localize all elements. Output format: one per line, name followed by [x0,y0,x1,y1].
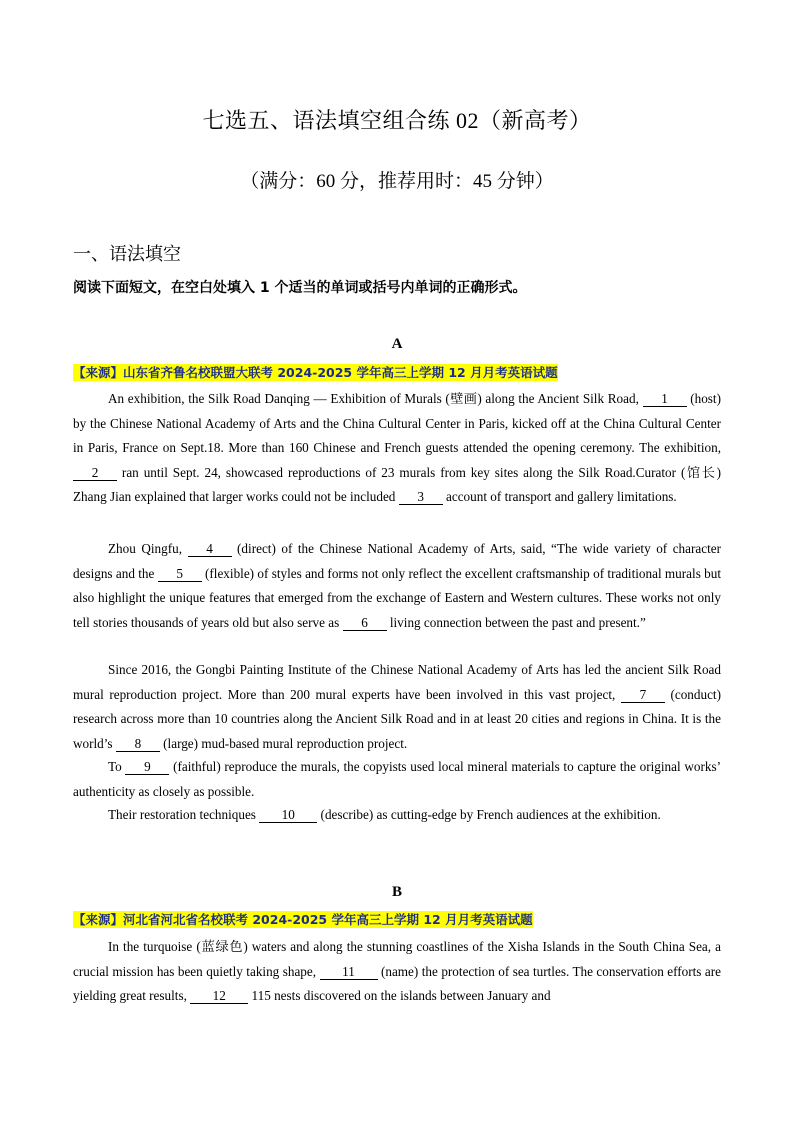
page-title: 七选五、语法填空组合练 02（新高考） [202,108,592,133]
passage-a-paragraph-3: Since 2016, the Gongbi Painting Institute of the Chinese National Academy of Arts has led the ancient Silk Road mural reproduction project. More than 200 mural experts have been involved in this vast project, 7 (conduct) research across more than 10 countries along the Ancient Silk Road and in at least 20 cities and regions in China. It is the world’s 8 (large) mud-based mural reproduction project. [73,662,721,751]
passage-a-letter: A [391,336,403,352]
blank-1[interactable]: 1 [643,391,687,407]
blank-3[interactable]: 3 [399,489,443,505]
blank-6[interactable]: 6 [343,615,387,631]
blank-11[interactable]: 11 [320,964,378,980]
blank-9[interactable]: 9 [125,759,169,775]
passage-b-letter: B [391,884,402,900]
blank-12[interactable]: 12 [190,988,248,1004]
blank-2[interactable]: 2 [73,465,117,481]
blank-8[interactable]: 8 [116,736,160,752]
passage-b-paragraph-1: In the turquoise (蓝绿色) waters and along the stunning coastlines of the Xisha Islands in the South China Sea, a crucial mission has been quietly taking shape, 11 (name) the protection of sea turtles. The conservation efforts are yielding great results, 12 115 nests discovered on the islands between January and [73,939,721,1004]
passage-a-paragraph-2: Zhou Qingfu, 4 (direct) of the Chinese National Academy of Arts, said, “The wide variety of character designs and the 5 (flexible) of styles and forms not only reflect the excellent craftsmanship of traditional murals but also highlight the unique features that emerged from the exchange of Eastern and Western cultures. These works not only tell stories thousands of years old but also serve as 6 living connection between the past and present.” [73,541,722,630]
section-instruction: 阅读下面短文，在空白处填入 1 个适当的单词或括号内单词的正确形式。 [73,280,527,296]
page-subtitle: （满分：60 分，推荐用时：45 分钟） [240,171,554,192]
passage-a-paragraph-4: To 9 (faithful) reproduce the murals, the copyists used local mineral materials to capture the original works’ authenticity as closely as possible. [73,759,721,799]
passage-a-paragraph-5: Their restoration techniques 10 (describe) as cutting-edge by French audiences at the exhibition. [108,807,661,822]
blank-7[interactable]: 7 [621,687,665,703]
section-heading: 一、语法填空 [73,244,181,265]
passage-a-paragraph-1: An exhibition, the Silk Road Danqing — Exhibition of Murals (壁画) along the Ancient Silk Road, 1 (host) by the Chinese National Academy of Arts and the China Cultural Center in Paris, kicked off at the China Cultural Center in Paris, France on Sept.18. More than 160 Chinese and French guests attended the opening ceremony. The exhibition, 2 ran until Sept. 24, showcased reproductions of 23 murals from key sites along the Silk Road.Curator (馆长) Zhang Jian explained that larger works could not be included 3 account of transport and gallery limitations. [73,391,721,505]
blank-4[interactable]: 4 [188,541,232,557]
passage-b-source: 【来源】河北省河北省名校联考 2024-2025 学年高三上学期 12 月月考英语试题 [73,912,533,927]
passage-a-source: 【来源】山东省齐鲁名校联盟大联考 2024-2025 学年高三上学期 12 月月考英语试题 [73,365,558,380]
blank-10[interactable]: 10 [259,807,317,823]
blank-5[interactable]: 5 [158,566,202,582]
